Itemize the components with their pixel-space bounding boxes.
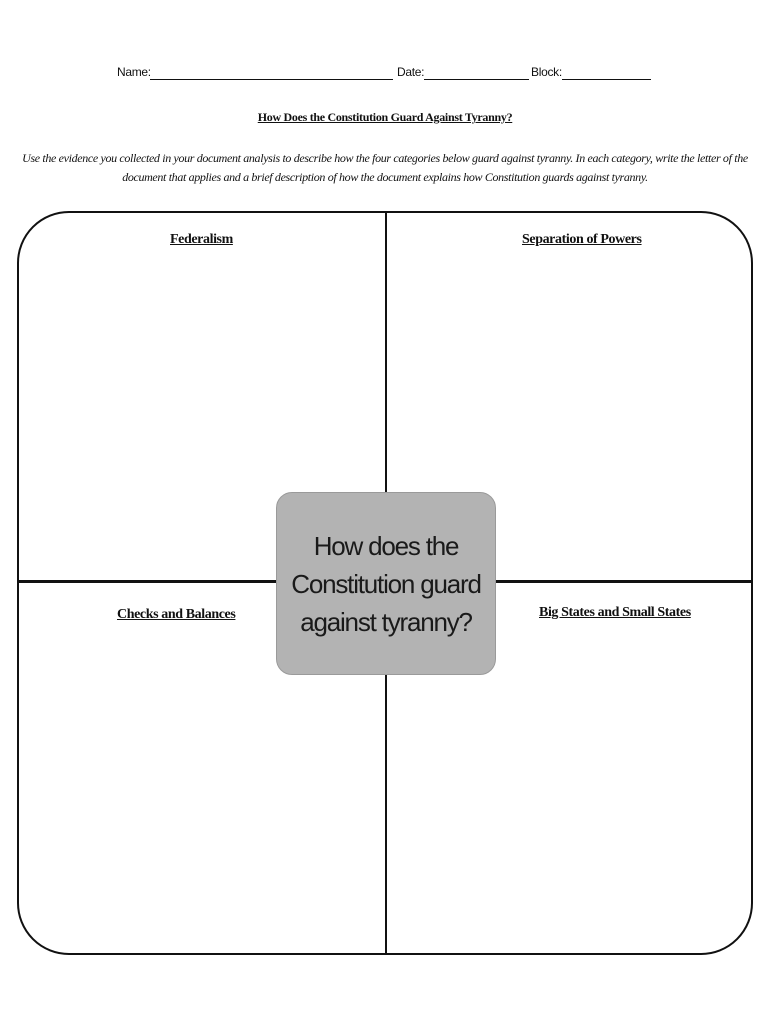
block-field[interactable] (562, 79, 651, 80)
vertical-divider-top (385, 213, 387, 493)
horizontal-divider-left (18, 580, 277, 583)
name-field[interactable] (150, 79, 393, 80)
vertical-divider-bottom (385, 675, 387, 954)
category-separation-of-powers: Separation of Powers (522, 232, 642, 247)
date-field[interactable] (424, 79, 529, 80)
category-federalism: Federalism (170, 232, 233, 247)
category-checks-and-balances: Checks and Balances (117, 607, 236, 622)
horizontal-divider-right (496, 580, 752, 583)
block-label: Block: (531, 65, 562, 79)
date-label: Date: (397, 65, 425, 79)
page-title: How Does the Constitution Guard Against Tyranny? (257, 110, 513, 124)
center-question-text: How does the Constitution guard against tyranny? (291, 530, 481, 637)
category-big-and-small-states: Big States and Small States (539, 605, 691, 620)
instructions-text: Use the evidence you collected in your document analysis to describe how the four categories below guard against tyranny. In each category, write the letter of the document that applies and a brief description of how the document explains how Constitution guards against tyranny. (22, 151, 748, 184)
name-label: Name: (117, 65, 151, 79)
center-question-box (276, 492, 496, 675)
header-fields (0, 63, 770, 83)
